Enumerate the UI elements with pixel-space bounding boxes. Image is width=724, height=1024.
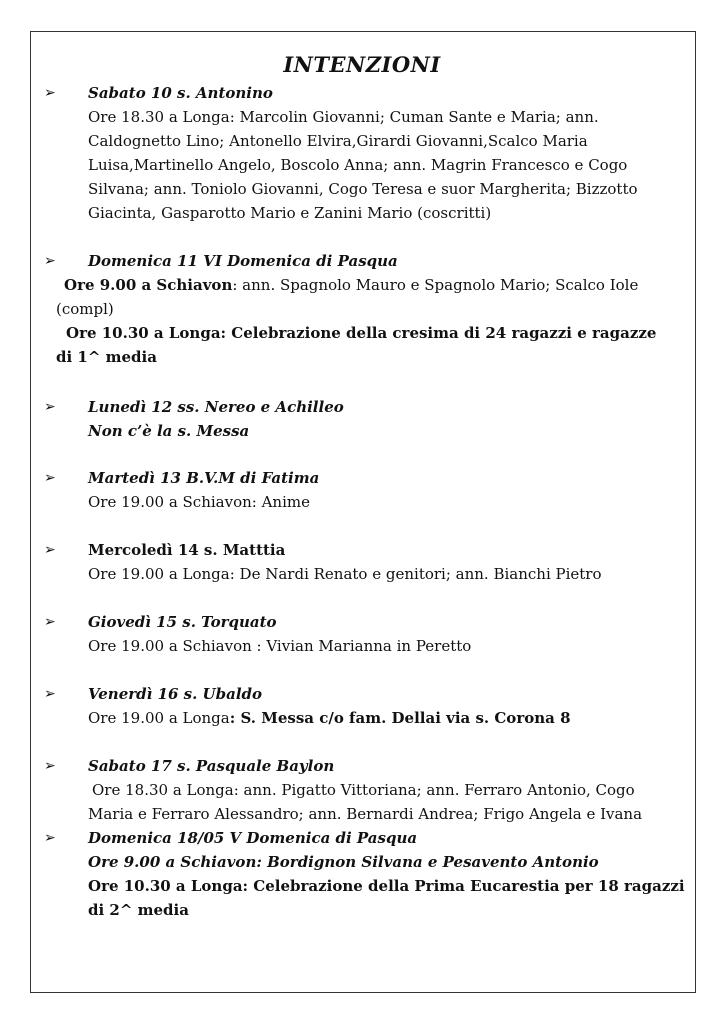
entry-line: Ore 19.00 a Longa: De Nardi Renato e genitori; ann. Bianchi Pietro bbox=[88, 565, 602, 583]
entry-line: Giacinta, Gasparotto Mario e Zanini Mario (coscritti) bbox=[88, 204, 492, 222]
entry-line: Caldognetto Lino; Antonello Elvira,Girardi Giovanni,Scalco Maria bbox=[88, 132, 588, 150]
arrow-bullet-icon: ➢ bbox=[44, 399, 56, 415]
entry-line: Non c’è la s. Messa bbox=[88, 422, 250, 440]
entry-line: di 1^ media bbox=[56, 348, 157, 366]
entry-line: Ore 10.30 a Longa: Celebrazione della Prima Eucarestia per 18 ragazzi bbox=[88, 877, 685, 895]
entry-heading: Domenica 11 VI Domenica di Pasqua bbox=[88, 252, 398, 270]
entry-line: di 2^ media bbox=[88, 901, 189, 919]
entry-heading: Martedì 13 B.V.M di Fatima bbox=[88, 469, 320, 487]
entry-heading: Sabato 10 s. Antonino bbox=[88, 84, 273, 102]
arrow-bullet-icon: ➢ bbox=[44, 614, 56, 630]
arrow-bullet-icon: ➢ bbox=[44, 686, 56, 702]
entry-heading: Giovedì 15 s. Torquato bbox=[88, 613, 277, 631]
entry-line: (compl) bbox=[56, 300, 114, 318]
entry-heading: Sabato 17 s. Pasquale Baylon bbox=[88, 757, 335, 775]
entry-line: Ore 18.30 a Longa: Marcolin Giovanni; Cuman Sante e Maria; ann. bbox=[88, 108, 599, 126]
entry-line: Ore 18.30 a Longa: ann. Pigatto Vittoriana; ann. Ferraro Antonio, Cogo bbox=[92, 781, 635, 799]
arrow-bullet-icon: ➢ bbox=[44, 470, 56, 486]
entry-heading: Mercoledì 14 s. Matttia bbox=[88, 541, 286, 559]
entry-line: Luisa,Martinello Angelo, Boscolo Anna; ann. Magrin Francesco e Cogo bbox=[88, 156, 628, 174]
arrow-bullet-icon: ➢ bbox=[44, 253, 56, 269]
entry-line: Ore 19.00 a Longa: S. Messa c/o fam. Dellai via s. Corona 8 bbox=[88, 709, 571, 727]
entry-line: Maria e Ferraro Alessandro; ann. Bernardi Andrea; Frigo Angela e Ivana bbox=[88, 805, 643, 823]
arrow-bullet-icon: ➢ bbox=[44, 85, 56, 101]
entry-line: Ore 19.00 a Schiavon: Anime bbox=[88, 493, 310, 511]
arrow-bullet-icon: ➢ bbox=[44, 542, 56, 558]
entry-heading: Domenica 18/05 V Domenica di Pasqua bbox=[88, 829, 418, 847]
entry-line: Ore 10.30 a Longa: Celebrazione della cresima di 24 ragazzi e ragazze bbox=[66, 324, 657, 342]
entry-line: Ore 19.00 a Schiavon : Vivian Marianna in Peretto bbox=[88, 637, 472, 655]
entry-line: Ore 9.00 a Schiavon: Bordignon Silvana e Pesavento Antonio bbox=[88, 853, 599, 871]
arrow-bullet-icon: ➢ bbox=[44, 758, 56, 774]
arrow-bullet-icon: ➢ bbox=[44, 830, 56, 846]
entry-line: Ore 9.00 a Schiavon: ann. Spagnolo Mauro e Spagnolo Mario; Scalco Iole bbox=[64, 276, 639, 294]
entry-heading: Lunedì 12 ss. Nereo e Achilleo bbox=[88, 398, 344, 416]
entry-line: Silvana; ann. Toniolo Giovanni, Cogo Teresa e suor Margherita; Bizzotto bbox=[88, 180, 638, 198]
entry-heading: Venerdì 16 s. Ubaldo bbox=[88, 685, 263, 703]
page-title: INTENZIONI bbox=[283, 52, 441, 77]
page-border bbox=[30, 31, 696, 993]
